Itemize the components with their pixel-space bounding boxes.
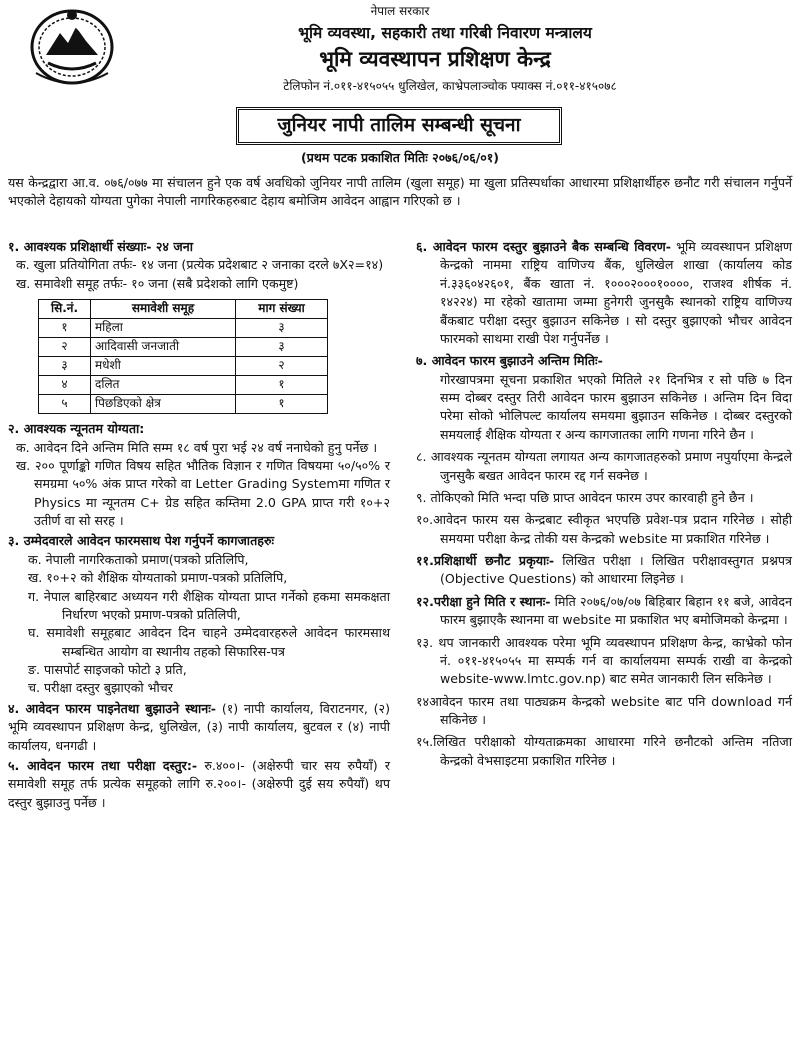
table-cell: मधेशी — [91, 357, 236, 376]
table-row — [39, 319, 328, 338]
table-header: माग संख्या — [236, 300, 328, 319]
section-documents — [8, 532, 390, 697]
section-exam-date — [412, 593, 792, 630]
section-title: ३. उम्मेदवारले आवेदन फारमसाथ पेश गर्नुपर्ने कागजातहरुः — [8, 533, 275, 549]
table-cell: महिला — [91, 319, 236, 338]
section-title: ४. आवेदन फारम पाइनेतथा बुझाउने स्थानः- — [8, 700, 217, 716]
table-cell: ३ — [236, 319, 328, 338]
table-cell: पिछडिएको क्षेत्र — [91, 395, 236, 414]
table-cell: आदिवासी जनजाती — [91, 338, 236, 357]
section-body: (१) नापी कार्यालय, विराटनगर, (२) भूमि व्यवस्थापन प्रशिक्षण केन्द्र, धुलिखेल, (३) नापी कार्यालय, बुटवल र (४) नापी कार्यालय, धनगढी । — [8, 700, 390, 753]
section-admit-card: १०.आवेदन फारम यस केन्द्रबाट स्वीकृत भएपछि प्रवेश-पत्र प्रदान गरिनेछ । सोही समयमा परीक्षा केन्द्र तोकी यस केन्द्रको website मा प्रकाशित गरिनेछ । — [416, 512, 792, 546]
publish-date: (प्रथम पटक प्रकाशित मितिः २०७६/०६/०१) — [301, 150, 499, 165]
list-item: घ. समावेशी समूहबाट आवेदन दिन चाहने उम्मेदवारहरुले आवेदन फारमसाथ सम्बन्धित आयोग वा स्थानीय तहको सिफारिस-पत्र — [28, 625, 390, 659]
table-header-row — [39, 300, 328, 319]
age-requirement: क. आवेदन दिने अन्तिम मिति सम्म १८ वर्ष पुरा भई २४ वर्ष ननाघेको हुनु पर्नेछ । — [16, 439, 378, 455]
section-contact: १३. थप जानकारी आवश्यक परेमा भूमि व्यवस्थापन प्रशिक्षण केन्द्र, काभ्रेको फोन नं. ०११-४१५०५५ मा सम्पर्क गर्न वा कार्यालयमा सम्पर्क राखी वा केन्द्रको website-www.lmtc.gov.np) बाट समेत जानकारी लिन सकिनेछ । — [416, 634, 792, 687]
table-cell: ५ — [39, 395, 91, 414]
table-cell: ४ — [39, 376, 91, 395]
left-column — [8, 238, 390, 814]
table-header: सि.नं. — [39, 300, 91, 319]
section-title: ११.प्रशिक्षार्थी छनौट प्रकृयाः- — [416, 553, 555, 568]
section-title: ७. आवेदन फारम बुझाउने अन्तिम मितिः- — [416, 353, 603, 369]
intro-paragraph: यस केन्द्रद्वारा आ.व. ०७६/०७७ मा संचालन हुने एक वर्ष अवधिको जुनियर नापी तालिम (खुला समूह) मा खुला प्रतिस्पर्धाका आधारमा प्रशिक्षार्थीहरु छनौट गरी संचालन गर्नुपर्ने भएकोले देहायको योग्यता पुगेका नेपाली नागरिकहरुबाट देहाय बमोजिम आवेदन आह्वान गरिएको छ । — [8, 175, 792, 209]
section-selection-process — [412, 552, 792, 589]
section-form-location — [8, 700, 390, 755]
table-row — [39, 357, 328, 376]
section-result: १५.लिखित परीक्षाको योग्यताक्रमका आधारमा गरिने छनौटको अन्तिम नतिजा केन्द्रको वेभसाइटमा प्रकाशित गरिनेछ । — [416, 734, 792, 768]
section-body: भूमि व्यवस्थापन प्रशिक्षण केन्द्रको नाममा राष्ट्रिय वाणिज्य बैंक, धुलिखेल शाखा (कार्यालय कोड नं.३३६०४२६०१, बैंक खाता नं. १०००२०००१००००, राजश्व शीर्षक नं. १४२२४) मा रहेको खातामा जम्मा हुनेगरी जुनसुकै स्थानको राष्ट्रिय वाणिज्य बैंकबाट परीक्षा दस्तुर बुझाउन सकिनेछ । सो दस्तुर बुझाएको भौचर आवेदन फारमको साथमा राखी पेश गर्नुपर्नेछ । — [440, 239, 792, 346]
header — [0, 0, 800, 106]
notice-title: जुनियर नापी तालिम सम्बन्धी सूचना — [236, 107, 562, 145]
section-title: १२.परीक्षा हुने मिति र स्थानः- — [416, 593, 551, 609]
section-deadline — [412, 352, 792, 444]
table-cell: ३ — [39, 357, 91, 376]
inclusive-quota: ख. समावेशी समूह तर्फः- १० जना (सबै प्रदेशको लागि एकमुष्ट) — [16, 275, 299, 291]
table-cell: १ — [236, 395, 328, 414]
list-item: ख. १०+२ को शैक्षिक योग्यताको प्रमाण-पत्रको प्रतिलिपि, — [28, 570, 288, 586]
section-title: ६. आवेदन फारम दस्तुर बुझाउने बैक सम्बन्धि विवरण- — [416, 239, 672, 254]
right-column — [412, 238, 792, 774]
section-body: मिति २०७६/०७/०७ बिहिबार बिहान ११ बजे, आवेदन फारम बुझाएकै स्थानमा वा website मा प्रकाशित भए बमोजिमको केन्द्रमा । — [440, 593, 792, 628]
section-document-proof: ८. आवश्यक न्यूनतम योग्यता लगायत अन्य कागजातहरुको प्रमाण नपुर्याएमा केन्द्रले जुनसुकै बखत आवेदन फारम रद्द गर्न सक्नेछ । — [416, 449, 792, 483]
table-header: समावेशी समूह — [91, 300, 236, 319]
section-title: १. आवश्यक प्रशिक्षार्थी संख्याः- २४ जना — [8, 239, 193, 254]
section-qualification — [8, 420, 390, 530]
open-quota: क. खुला प्रतियोगिता तर्फः- १४ जना (प्रत्येक प्रदेशबाट २ जनाका दरले ७X२=१४) — [16, 257, 384, 273]
center-name: भूमि व्यवस्थापन प्रशिक्षण केन्द्र — [319, 47, 551, 71]
table-cell: २ — [236, 357, 328, 376]
table-row — [39, 376, 328, 395]
government-label: नेपाल सरकार — [370, 4, 430, 18]
table-cell: १ — [39, 319, 91, 338]
list-item: ङ. पासपोर्ट साइजको फोटो ३ प्रति, — [28, 662, 187, 677]
section-title: ५. आवेदन फारम तथा परीक्षा दस्तुर:- — [8, 757, 198, 773]
table-cell: ३ — [236, 338, 328, 357]
section-download: १४आवेदन फारम तथा पाठ्यक्रम केन्द्रको website बाट पनि download गर्न सकिनेछ । — [416, 693, 792, 727]
table-row — [39, 338, 328, 357]
section-body: गोरखापत्रमा सूचना प्रकाशित भएको मितिले २१ दिनभित्र र सो पछि ७ दिन सम्म दोब्बर दस्तुर तिरी आवेदन फारम बुझाउन सकिनेछ । अन्तिम दिन विदा परेमा सोको भोलिपल्ट कार्यालय समयमा बुझाउन सकिनेछ । दोब्बर दस्तुरको समयलाई शैक्षिक योग्यता र अन्य कागजातका लागि गणना गरिने छैन । — [440, 371, 792, 442]
section-bank-details — [412, 238, 792, 348]
list-item: ग. नेपाल बाहिरबाट अध्ययन गरी शैक्षिक योग्यता प्राप्त गर्नेको हकमा समकक्षता निर्धारण भएको प्रमाण-पत्रको प्रतिलिपी, — [28, 588, 390, 622]
list-item: च. परीक्षा दस्तुर बुझाएको भौचर — [28, 680, 173, 696]
section-trainee-count — [8, 238, 390, 414]
education-requirement: ख. २०० पूर्णाङ्को गणित विषय सहित भौतिक विज्ञान र गणित विषयमा ५०/५०% र समग्रमा ५०% अंक प्राप्त गरेको वा Letter Grading Systemमा गणित र Physics मा न्यूनतम C+ ग्रेड सहित कम्तिमा 2.0 GPA प्राप्त गरी १०+२ उतीर्ण वा सो सरह । — [16, 457, 390, 528]
table-cell: १ — [236, 376, 328, 395]
section-late-forms: ९. तोकिएको मिति भन्दा पछि प्राप्त आवेदन फारम उपर कारवाही हुने छैन । — [416, 489, 754, 505]
contact-info: टेलिफोन नं.०११-४१५०५५ धुलिखेल, काभ्रेपलाञ्चोक फ्याक्स नं.०११-४१५०७८ — [283, 79, 617, 93]
table-cell: २ — [39, 338, 91, 357]
section-fee — [8, 757, 390, 812]
section-title: २. आवश्यक न्यूनतम योग्यता: — [8, 421, 145, 437]
ministry-name: भूमि व्यवस्था, सहकारी तथा गरिबी निवारण मन्त्रालय — [298, 24, 592, 42]
inclusive-group-table — [38, 299, 328, 414]
section-body: रु.४००।- (अक्षेरुपी चार सय रुपैयाँ) र समावेशी समूह तर्फ प्रत्येक समूहको लागि रु.२००।- (अक्षेरुपी दुई सय रुपैयाँ) थप दस्तुर बुझाउनु पर्नेछ । — [8, 757, 390, 810]
table-row — [39, 395, 328, 414]
table-cell: दलित — [91, 376, 236, 395]
list-item: क. नेपाली नागरिकताको प्रमाण(पत्रको प्रतिलिपि, — [28, 551, 249, 567]
section-body: लिखित परीक्षा । लिखित परीक्षावस्तुगत प्रश्नपत्र (Objective Questions) को आधारमा लिइनेछ । — [440, 553, 792, 587]
